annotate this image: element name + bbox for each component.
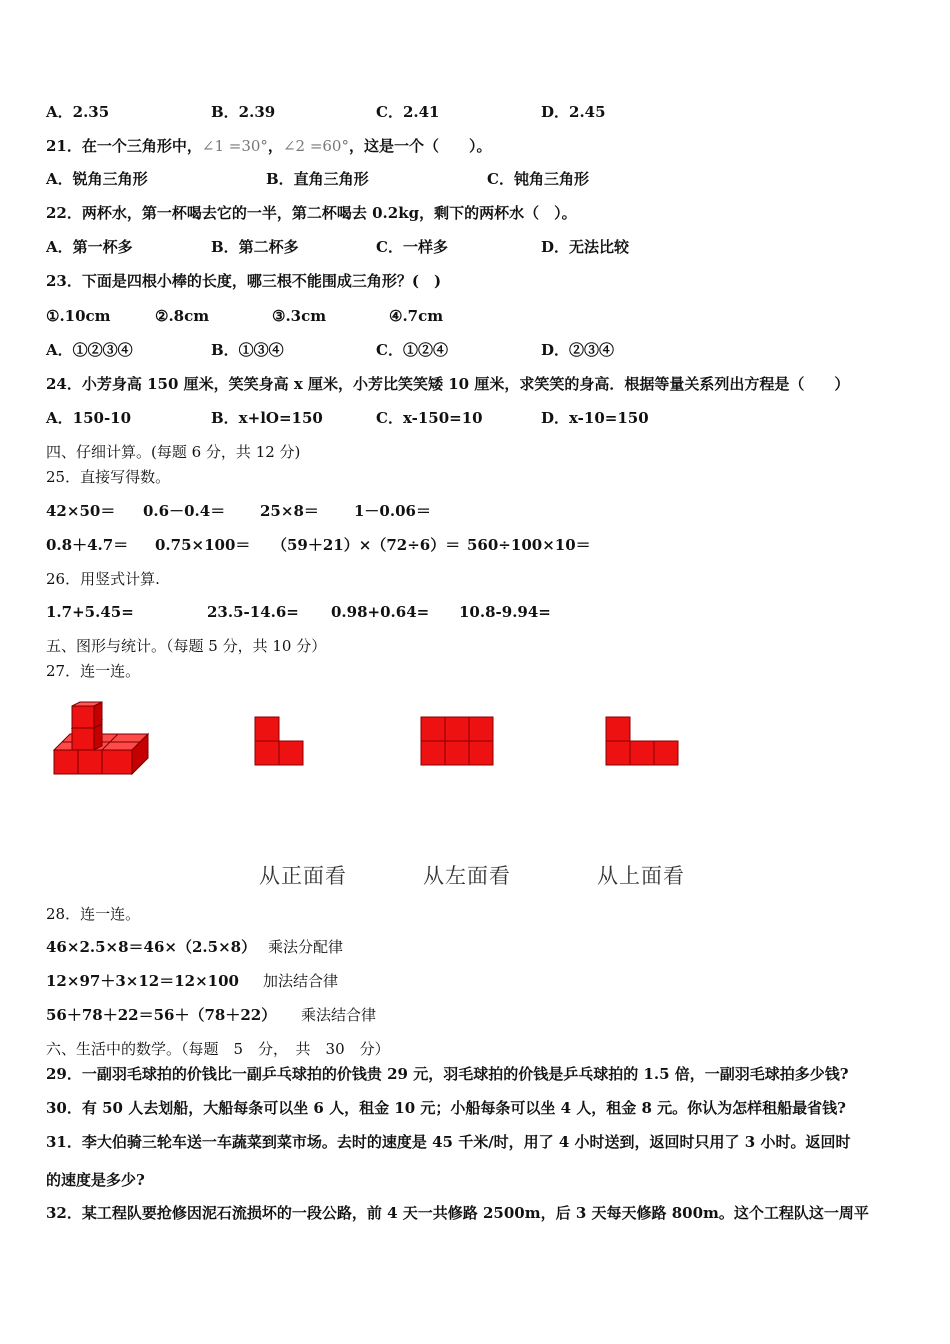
q23-stick-1: ①.10cm bbox=[46, 307, 111, 325]
q26-item: 10.8-9.94= bbox=[459, 603, 551, 621]
q29-stem: 29．一副羽毛球拍的价钱比一副乒乓球拍的价钱贵 29 元，羽毛球拍的价钱是乒乓球拍的 1.5 倍，一副羽毛球拍多少钱? bbox=[46, 1065, 849, 1083]
cube-face-front bbox=[72, 728, 94, 750]
view-square bbox=[469, 741, 493, 765]
q28-law: 加法结合律 bbox=[263, 972, 339, 990]
q25-item: 25×8＝ bbox=[260, 502, 319, 520]
view-label-left: 从左面看 bbox=[423, 864, 511, 888]
cube-face-front bbox=[72, 706, 94, 728]
view-square bbox=[469, 717, 493, 741]
q25-item: 1－0.06＝ bbox=[354, 502, 431, 520]
section-5-heading: 五、图形与统计。（每题 5 分，共 10 分） bbox=[46, 637, 327, 655]
view-label-front: 从正面看 bbox=[259, 864, 347, 888]
cube-stack-figure bbox=[52, 700, 152, 778]
q23-option-c: C．①②④ bbox=[376, 341, 448, 359]
q21-sep: ， bbox=[267, 137, 283, 155]
q20-option-a: A．2.35 bbox=[46, 103, 110, 121]
q23-stem: 23．下面是四根小棒的长度，哪三根不能围成三角形？( ) bbox=[46, 272, 442, 290]
q26-item: 1.7+5.45= bbox=[46, 603, 134, 621]
view-label-top: 从上面看 bbox=[597, 864, 685, 888]
q25-title: 25．直接写得数。 bbox=[46, 468, 171, 486]
q22-stem: 22．两杯水，第一杯喝去它的一半，第二杯喝去 0.2kg，剩下的两杯水（ ）。 bbox=[46, 204, 577, 222]
cube-face-side bbox=[94, 724, 102, 750]
q28-equation: 46×2.5×8＝46×（2.5×8） bbox=[46, 938, 257, 956]
view-square bbox=[255, 717, 279, 741]
q24-option-c: C．x-150=10 bbox=[376, 409, 483, 427]
view-square bbox=[606, 741, 630, 765]
q31-stem-line1: 31．李大伯骑三轮车送一车蔬菜到菜市场。去时的速度是 45 千米/时，用了 4 小时送到，返回时只用了 3 小时。返回时 bbox=[46, 1133, 851, 1151]
q24-stem: 24．小芳身高 150 厘米，笑笑身高 x 厘米，小芳比笑笑矮 10 厘米，求笑笑的身高．根据等量关系列出方程是（ ） bbox=[46, 375, 850, 393]
q25-item: 560÷100×10＝ bbox=[467, 536, 591, 554]
view-figure-rectangle bbox=[420, 716, 496, 768]
section-6-heading: 六、生活中的数学。（每题 5 分， 共 30 分） bbox=[46, 1040, 390, 1058]
q25-item: 0.6－0.4＝ bbox=[143, 502, 226, 520]
view-figure-l-shape bbox=[254, 716, 306, 768]
q26-item: 23.5-14.6= bbox=[207, 603, 299, 621]
q24-option-a: A．150-10 bbox=[46, 409, 132, 427]
q21-angle1: ∠1 =30° bbox=[201, 137, 268, 155]
q21-option-c: C．钝角三角形 bbox=[487, 170, 589, 188]
q27-title: 27．连一连。 bbox=[46, 662, 141, 680]
q22-option-a: A．第一杯多 bbox=[46, 238, 133, 256]
view-square bbox=[445, 741, 469, 765]
view-square bbox=[606, 717, 630, 741]
q23-option-d: D．②③④ bbox=[541, 341, 615, 359]
q21-option-b: B．直角三角形 bbox=[266, 170, 369, 188]
view-square bbox=[255, 741, 279, 765]
view-square bbox=[421, 717, 445, 741]
q31-stem-line2: 的速度是多少? bbox=[46, 1171, 145, 1189]
q20-option-c: C．2.41 bbox=[376, 103, 440, 121]
q23-stick-4: ④.7cm bbox=[389, 307, 444, 325]
view-figure-long-l-shape bbox=[605, 716, 681, 768]
q28-title: 28．连一连。 bbox=[46, 905, 141, 923]
view-square bbox=[421, 741, 445, 765]
q20-option-b: B．2.39 bbox=[211, 103, 276, 121]
q24-option-d: D．x-10=150 bbox=[541, 409, 649, 427]
view-square bbox=[630, 741, 654, 765]
q28-law: 乘法结合律 bbox=[301, 1006, 377, 1024]
q32-stem: 32．某工程队要抢修因泥石流损坏的一段公路，前 4 天一共修路 2500m，后 3 天每天修路 800m。这个工程队这一周平 bbox=[46, 1204, 869, 1222]
q21-post: ，这是一个（ ）。 bbox=[348, 137, 492, 155]
q21-angle2: ∠2 =60° bbox=[282, 137, 349, 155]
view-square bbox=[654, 741, 678, 765]
q24-option-b: B．x+lO=150 bbox=[211, 409, 323, 427]
q25-item: 42×50＝ bbox=[46, 502, 116, 520]
q21-option-a: A．锐角三角形 bbox=[46, 170, 148, 188]
q28-equation: 56＋78＋22＝56＋（78＋22） bbox=[46, 1006, 277, 1024]
q22-option-d: D．无法比较 bbox=[541, 238, 630, 256]
q23-option-a: A．①②③④ bbox=[46, 341, 133, 359]
q28-law: 乘法分配律 bbox=[268, 938, 344, 956]
q23-stick-3: ③.3cm bbox=[272, 307, 327, 325]
q21-pre: 21．在一个三角形中， bbox=[46, 137, 202, 155]
q25-item: 0.75×100＝ bbox=[155, 536, 251, 554]
view-square bbox=[279, 741, 303, 765]
q25-item: 0.8＋4.7＝ bbox=[46, 536, 129, 554]
q30-stem: 30．有 50 人去划船，大船每条可以坐 6 人，租金 10 元；小船每条可以坐 4 人，租金 8 元。你认为怎样租船最省钱? bbox=[46, 1099, 846, 1117]
q23-option-b: B．①③④ bbox=[211, 341, 284, 359]
q20-option-d: D．2.45 bbox=[541, 103, 606, 121]
q26-title: 26．用竖式计算. bbox=[46, 570, 160, 588]
q26-item: 0.98+0.64= bbox=[331, 603, 430, 621]
view-square bbox=[445, 717, 469, 741]
q22-option-c: C．一样多 bbox=[376, 238, 448, 256]
q28-equation: 12×97＋3×12＝12×100 bbox=[46, 972, 239, 990]
cube-row-front bbox=[54, 750, 132, 774]
q25-item: （59＋21）×（72÷6）＝ bbox=[272, 536, 461, 554]
q23-stick-2: ②.8cm bbox=[155, 307, 210, 325]
q22-option-b: B．第二杯多 bbox=[211, 238, 299, 256]
section-4-heading: 四、仔细计算。(每题 6 分，共 12 分) bbox=[46, 443, 301, 461]
q21-stem bbox=[46, 135, 492, 157]
